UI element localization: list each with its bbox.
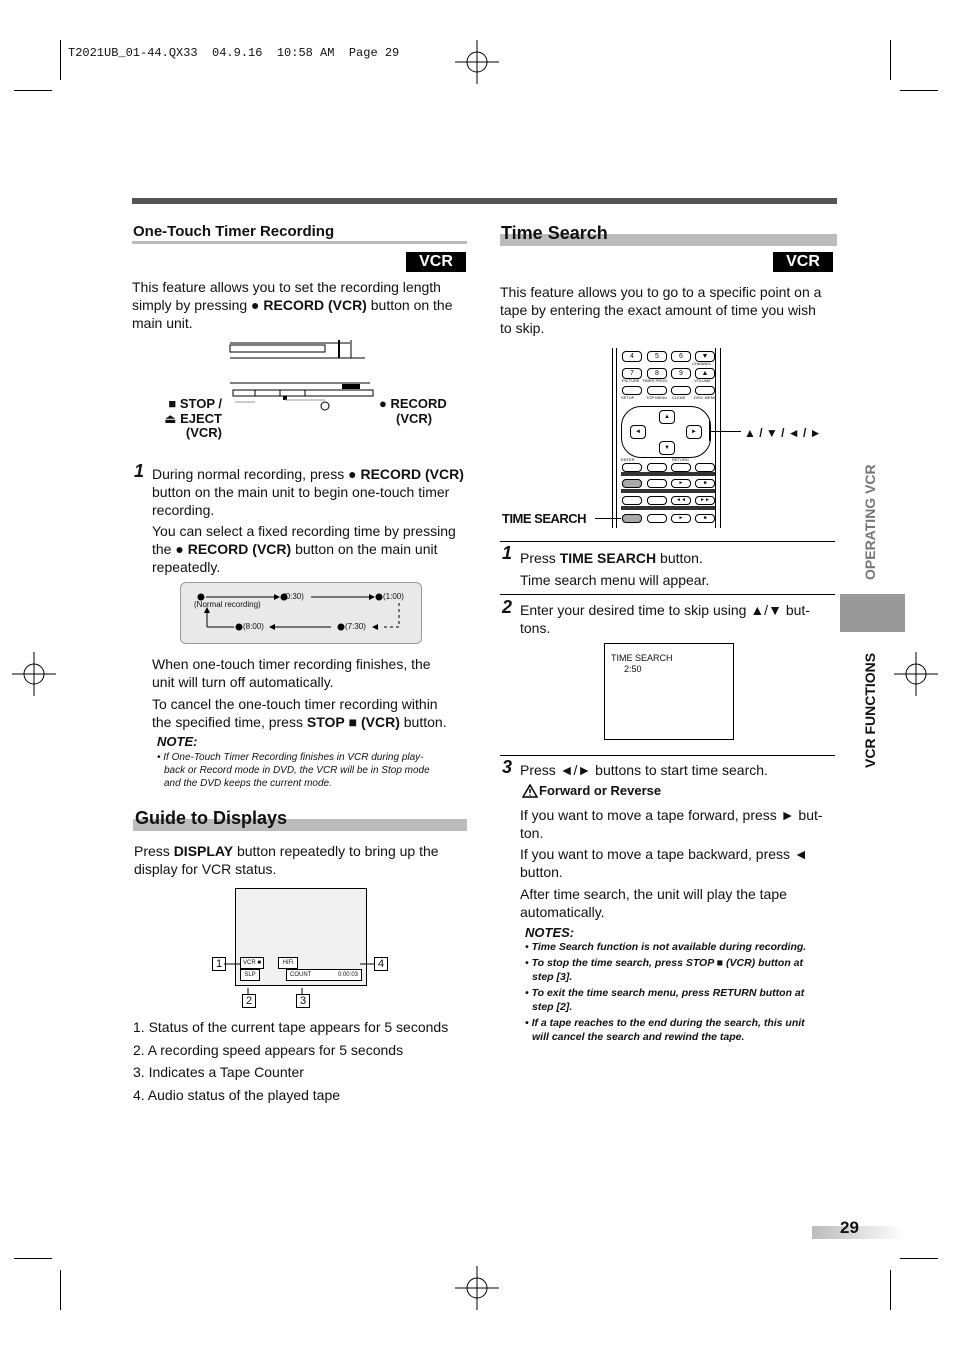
callout-leaders — [224, 960, 374, 1000]
one-touch-para-2: You can select a fixed recording time by pressing the ● RECORD (VCR) button on the main unit repeatedly. — [152, 523, 456, 575]
crop-mark — [900, 1258, 938, 1259]
remote-button — [695, 463, 715, 472]
remote-button-channel-up: ▼ — [695, 351, 715, 362]
crop-mark — [14, 90, 52, 91]
remote-forward-button: ►► — [695, 496, 715, 505]
remote-label: SETUP — [621, 395, 635, 400]
time-search-intro: This feature allows you to go to a specific point on a tape by entering the exact amount of time you wish to skip. — [500, 284, 822, 336]
one-touch-para-4: To cancel the one-touch timer recording within the specified time, press STOP ■ (VCR) button. — [152, 696, 447, 730]
remote-button — [647, 479, 667, 488]
arrow-buttons-label: ▲ / ▼ / ◄ / ► — [744, 426, 822, 440]
time-search-step-2: Enter your desired time to skip using ▲/▼ but- tons. — [520, 602, 810, 636]
remote-button — [622, 463, 642, 472]
remote-label-strip — [621, 472, 715, 476]
note-item-cont: will cancel the search and rewind the tape. — [532, 1031, 745, 1043]
notes-list — [525, 940, 840, 1044]
caution-icon — [522, 784, 538, 798]
remote-button-volume-up: ▲ — [695, 368, 715, 379]
guide-title: Guide to Displays — [135, 808, 288, 828]
note-title: NOTE: — [157, 734, 198, 749]
remote-play-button: ► — [671, 479, 691, 488]
screen-title: TIME SEARCH — [611, 653, 673, 663]
callout-1: 1 — [212, 957, 226, 971]
arrow-leader — [709, 431, 741, 432]
remote-button-4: 4 — [622, 351, 642, 362]
step-number: 2 — [502, 597, 513, 617]
remote-label: TOP MENU — [646, 395, 667, 400]
remote-illustration — [612, 348, 722, 528]
remote-label: RETURN — [672, 457, 689, 462]
registration-mark — [455, 1266, 499, 1310]
note-item: • If a tape reaches to the end during the search, this unit — [525, 1017, 805, 1029]
list-item: 4. Audio status of the played tape — [133, 1086, 341, 1103]
remote-button — [622, 386, 642, 395]
forward-text: If you want to move a tape forward, press ► but- ton. — [520, 807, 823, 841]
note-item: • Time Search function is not available during recording. — [525, 941, 807, 953]
remote-button — [647, 463, 667, 472]
remote-label: CHANNEL — [692, 361, 712, 366]
remote-button — [647, 514, 667, 523]
remote-button — [622, 496, 642, 505]
notes-title: NOTES: — [525, 925, 575, 940]
remote-stop-button: ■ — [695, 514, 715, 523]
cycle-label: (0:30) — [283, 592, 304, 601]
label-stop-eject: ■ STOP / ⏏ EJECT (VCR) — [164, 396, 222, 440]
remote-button — [647, 386, 667, 395]
crop-mark — [60, 1270, 61, 1310]
record-cycle-diagram — [180, 582, 422, 644]
screen-value: 2:50 — [624, 664, 642, 674]
remote-up-button: ▲ — [659, 410, 675, 424]
guide-intro: Press DISPLAY button repeatedly to bring up the display for VCR status. — [134, 843, 439, 877]
registration-mark — [12, 652, 56, 696]
remote-label: TIMER PROG. — [642, 378, 669, 383]
sidebar-tab-highlight — [840, 594, 905, 632]
title-rule — [132, 241, 467, 244]
crop-mark — [60, 40, 61, 80]
callout-3: 3 — [296, 994, 310, 1008]
remote-rewind-button: ◄◄ — [671, 496, 691, 505]
cycle-label: (Normal recording) — [194, 600, 261, 609]
vcr-front-panel-illustration — [225, 338, 375, 433]
remote-button — [671, 463, 691, 472]
vcr-status-box: VCR ■ — [240, 957, 264, 969]
remote-down-button: ▼ — [659, 441, 675, 455]
remote-button — [695, 386, 715, 395]
note-text: • If One-Touch Timer Recording finishes in VCR during play- back or Record mode in DVD, the VCR will be in Stop mode and the DVD keeps the current mode. — [157, 752, 430, 789]
remote-time-search-button — [622, 514, 642, 523]
backward-text: If you want to move a tape backward, press ◄ button. — [520, 846, 808, 880]
remote-button — [622, 479, 642, 488]
page-number: 29 — [840, 1218, 859, 1237]
remote-label: DISC MENU — [694, 395, 717, 400]
cycle-label: (7:30) — [345, 622, 366, 631]
remote-button-9: 9 — [671, 368, 691, 379]
remote-label: VOLUME — [694, 378, 711, 383]
remote-label: CLEAR — [672, 395, 686, 400]
after-search-text: After time search, the unit will play the tape automatically. — [520, 886, 787, 920]
hifi-box: HiFi — [278, 957, 298, 969]
registration-mark — [894, 652, 938, 696]
remote-label-strip — [621, 506, 715, 510]
registration-mark — [455, 40, 499, 84]
list-item: 1. Status of the current tape appears for 5 seconds — [133, 1019, 449, 1035]
note-item: • To stop the time search, press STOP ■ (VCR) button at — [525, 957, 803, 969]
time-search-label: TIME SEARCH — [502, 511, 587, 526]
remote-right-button: ► — [686, 425, 702, 439]
list-item: 2. A recording speed appears for 5 seconds — [133, 1041, 404, 1058]
crop-mark — [890, 40, 891, 80]
crop-mark — [14, 1258, 52, 1259]
remote-button — [647, 496, 667, 505]
remote-button-8: 8 — [647, 368, 667, 379]
forward-reverse-title: Forward or Reverse — [539, 783, 662, 798]
step-number: 1 — [134, 461, 145, 481]
remote-label-strip — [621, 489, 715, 493]
note-item: • To exit the time search menu, press RETURN button at — [525, 987, 805, 999]
counter-box: COUNT 0:00:03 — [286, 969, 362, 981]
guide-items-list — [133, 1016, 473, 1106]
one-touch-step-1: During normal recording, press ● RECORD (VCR) button on the main unit to begin one-touch timer recording. — [152, 466, 464, 518]
one-touch-title: One-Touch Timer Recording — [133, 223, 335, 240]
step-number: 3 — [502, 757, 513, 777]
cycle-label: (1:00) — [383, 592, 404, 601]
label-record: ● RECORD (VCR) — [379, 396, 447, 426]
callout-2: 2 — [242, 994, 256, 1008]
callout-4: 4 — [374, 957, 388, 971]
remote-stop-button: ■ — [695, 479, 715, 488]
step-rule — [500, 594, 835, 595]
note-item-cont: step [3]. — [532, 971, 573, 983]
one-touch-para-3: When one-touch timer recording finishes, the unit will turn off automatically. — [152, 656, 431, 690]
step-number: 1 — [502, 543, 513, 563]
time-search-step-1: Press TIME SEARCH button. Time search menu will appear. — [520, 550, 710, 588]
remote-label: ENTER — [621, 457, 635, 462]
vcr-badge: VCR — [406, 252, 466, 272]
vcr-badge: VCR — [773, 252, 833, 272]
step-rule — [500, 541, 835, 542]
time-search-screen — [604, 643, 734, 740]
speed-box: SLP — [240, 969, 260, 981]
list-item: 3. Indicates a Tape Counter — [133, 1064, 304, 1080]
remote-play-button: ► — [671, 514, 691, 523]
time-search-step-3: Press ◄/► buttons to start time search. — [520, 762, 768, 778]
crop-mark — [900, 90, 938, 91]
remote-button-7: 7 — [622, 368, 642, 379]
remote-button — [671, 386, 691, 395]
one-touch-intro: This feature allows you to set the recording length simply by pressing ● RECORD (VCR) button on the main unit. — [132, 279, 453, 331]
print-slug: T2021UB_01-44.QX33 04.9.16 10:58 AM Page 29 — [68, 46, 400, 60]
time-search-leader — [595, 518, 621, 519]
time-search-title: Time Search — [501, 223, 608, 243]
remote-label: PICTURE — [622, 378, 640, 383]
step-rule — [500, 755, 835, 756]
cycle-label: (8:00) — [243, 622, 264, 631]
note-item-cont: step [2]. — [532, 1001, 573, 1013]
crop-mark — [890, 1270, 891, 1310]
remote-button-6: 6 — [671, 351, 691, 362]
top-rule — [132, 198, 837, 204]
remote-button-5: 5 — [647, 351, 667, 362]
remote-left-button: ◄ — [630, 425, 646, 439]
